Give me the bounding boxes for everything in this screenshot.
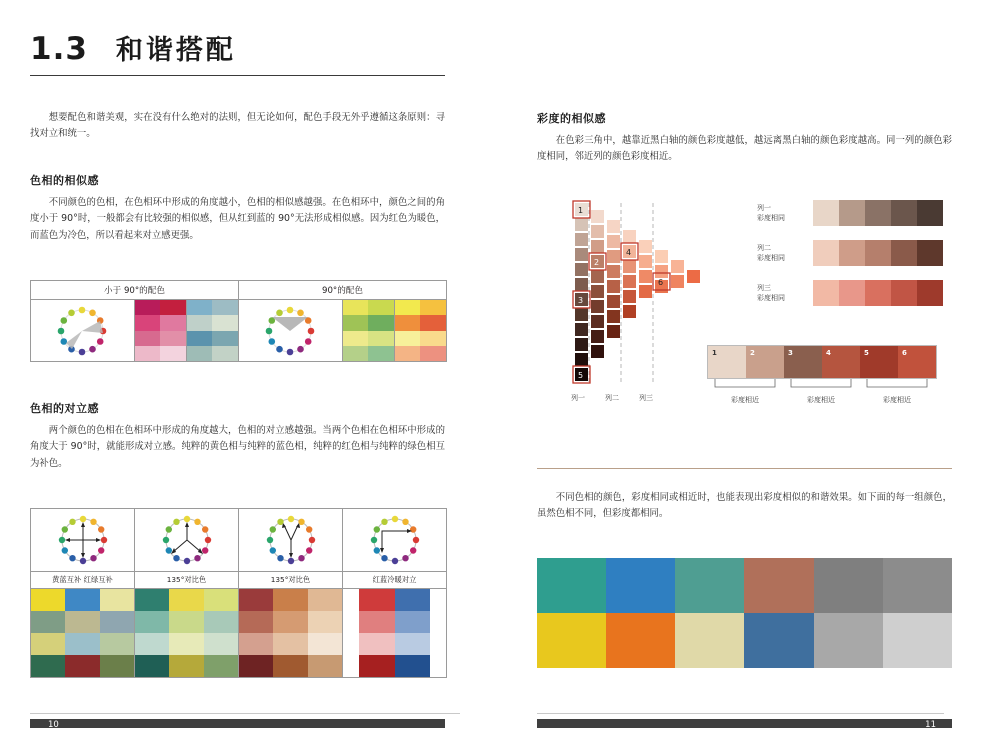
svg-text:6: 6 [658,278,664,287]
palette-group-1 [135,300,186,361]
svg-text:4: 4 [626,248,632,257]
chroma-chips [707,345,947,405]
left-footer-bar [30,719,445,728]
palette-opposition-1 [31,589,134,677]
row-label-3-line2: 彩度相同 [757,294,785,302]
palette-group-2 [187,300,238,361]
right-footer-bar [537,719,952,728]
figure-similarity [30,280,447,362]
bracket-label-2: 彩度相近 [807,396,835,404]
chip-number-4: 4 [826,349,831,357]
figure-caption-3: 135°对比色 [239,571,342,589]
chip-number-1: 1 [712,349,717,357]
row-label-1-line1: 列一 [757,204,771,212]
section1-body: 不同颜色的色相，在色相环中形成的角度越小，色相的相似感越强。在色相环中，颜色之间的角度小于 90°时，一般都会有比较强的相似感，但从红到蓝的 90°无法形成相似感。因为红色为暖色，而蓝色为冷色，所以看起来对立感更强。 [30,197,445,241]
bottom-color-grid [537,558,952,668]
color-wheel-icon-5 [239,509,342,571]
svg-text:2: 2 [594,258,600,267]
row-label-2-line1: 列二 [757,244,771,252]
figure-opposition [30,508,447,678]
strip-row-2 [813,240,943,266]
color-wheel-icon-2 [239,300,342,361]
right-page-number: 11 [925,720,936,730]
palette-group-3 [343,300,394,361]
section-title-opposition: 色相的对立感 [30,402,99,415]
chip-number-3: 3 [788,349,793,357]
color-wheel-icon-4 [135,509,238,571]
strip-row-3 [813,280,943,306]
color-wheel-icon-1 [31,300,134,361]
column-label-1: 列一 [571,394,585,402]
figure-similarity-header-1: 小于 90°的配色 [31,281,238,300]
svg-text:1: 1 [578,206,584,215]
row-label-2-line2: 彩度相同 [757,254,785,262]
chip-number-6: 6 [902,349,907,357]
left-page-number: 10 [48,720,59,730]
svg-text:3: 3 [578,296,584,305]
right-bottom-rule [537,713,944,714]
palette-opposition-3 [239,589,342,677]
strip-row-1 [813,200,943,226]
section2-body: 两个颜色的色相在色相环中形成的角度越大，色相的对立感越强。当两个色相在色相环中形成的角度大于 90°时，就能形成对立感。纯粹的黄色相与纯粹的蓝色相，纯粹的红色相与纯粹的绿色相互为补色。 [30,425,445,469]
chip-number-2: 2 [750,349,755,357]
figure-caption-4: 红蓝冷暖对立 [343,571,446,589]
left-bottom-rule [30,713,460,714]
figure-similarity-header-2: 90°的配色 [239,281,446,300]
chip-number-5: 5 [864,349,869,357]
intro-paragraph: 想要配色和谐美观，实在没有什么绝对的法则，但无论如何，配色手段无外乎遵循这条原则：寻找对立和统一。 [30,112,445,140]
figure-caption-2: 135°对比色 [135,571,238,589]
section-divider [537,468,952,469]
palette-opposition-4 [343,589,446,677]
chroma-body: 在色彩三角中，越靠近黑白轴的颜色彩度越低，越远离黑白轴的颜色彩度越高。同一列的颜色彩度相同，邻近列的颜色彩度相近。 [537,135,952,163]
figure-caption-1: 黄蓝互补 红绿互补 [31,571,134,589]
chapter-title: 和谐搭配 [115,35,236,66]
bracket-label-3: 彩度相近 [883,396,911,404]
bracket-label-1: 彩度相近 [731,396,759,404]
color-wheel-icon-3 [31,509,134,571]
palette-opposition-2 [135,589,238,677]
right-page [492,0,984,748]
section-title-similarity: 色相的相似感 [30,174,99,187]
palette-group-4 [395,300,446,361]
chapter-number: 1.3 [30,31,88,67]
color-wheel-icon-6 [343,509,446,571]
chapter-header [30,28,445,76]
column-label-2: 列二 [605,394,619,402]
svg-text:5: 5 [578,371,584,380]
row-label-3-line1: 列三 [757,284,771,292]
row-label-1-line2: 彩度相同 [757,214,785,222]
section-title-chroma: 彩度的相似感 [537,112,606,125]
chroma-row-strips [757,200,957,306]
bottom-body: 不同色相的颜色，彩度相同或相近时，也能表现出彩度相似的和谐效果。如下面的每一组颜色，虽然色相不同，但彩度都相同。 [537,492,952,520]
column-label-3: 列三 [639,394,653,402]
